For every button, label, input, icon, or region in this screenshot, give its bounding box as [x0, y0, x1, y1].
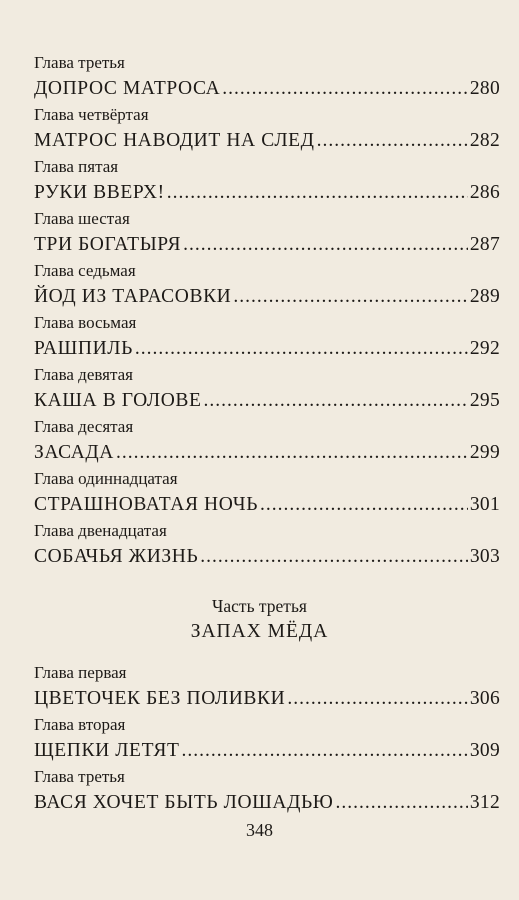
- dot-leader: [233, 283, 467, 310]
- page-number: 287: [469, 234, 500, 255]
- dot-leader: [222, 75, 468, 102]
- page-number: 301: [469, 494, 500, 515]
- page-number: 299: [469, 442, 500, 463]
- chapter-number: Глава шестая: [34, 209, 130, 228]
- page-number: 286: [469, 182, 500, 203]
- toc-entry: [34, 712, 500, 764]
- toc-entry: [34, 466, 500, 518]
- page-number: 282: [469, 130, 500, 151]
- chapter-title: РУКИ ВВЕРХ!: [34, 182, 165, 203]
- dot-leader: [335, 789, 467, 816]
- chapter-number: Глава вторая: [34, 715, 126, 734]
- table-of-contents: [34, 50, 500, 570]
- toc-entry: [34, 362, 500, 414]
- page-number: 306: [469, 688, 500, 709]
- toc-entry-row: [34, 737, 500, 764]
- dot-leader: [200, 543, 468, 570]
- toc-entry-row: [34, 685, 500, 712]
- chapter-title: ДОПРОС МАТРОСА: [34, 78, 221, 99]
- page-number: 280: [469, 78, 500, 99]
- page-number: 309: [469, 740, 500, 761]
- chapter-title: ЩЕПКИ ЛЕТЯТ: [34, 740, 180, 761]
- toc-entry-row: [34, 75, 500, 102]
- toc-entry-row: [34, 491, 500, 518]
- dot-leader: [260, 491, 468, 518]
- page-number: 303: [469, 546, 500, 567]
- chapter-title: КАША В ГОЛОВЕ: [34, 390, 202, 411]
- chapter-title: ЦВЕТОЧЕК БЕЗ ПОЛИВКИ: [34, 688, 286, 709]
- chapter-number: Глава седьмая: [34, 261, 136, 280]
- page-number: 295: [469, 390, 500, 411]
- chapter-number: Глава девятая: [34, 365, 133, 384]
- dot-leader: [287, 685, 468, 712]
- chapter-number: Глава четвёртая: [34, 105, 149, 124]
- dot-leader: [167, 179, 468, 206]
- chapter-title: СОБАЧЬЯ ЖИЗНЬ: [34, 546, 199, 567]
- toc-entry: [34, 764, 500, 816]
- chapter-title: СТРАШНОВАТАЯ НОЧЬ: [34, 494, 258, 515]
- dot-leader: [204, 387, 468, 414]
- page-number: 292: [469, 338, 500, 359]
- chapter-number: Глава одиннадцатая: [34, 469, 178, 488]
- chapter-number: Глава третья: [34, 53, 125, 72]
- toc-entry: [34, 414, 500, 466]
- toc-entry-row: [34, 127, 500, 154]
- toc-entry: [34, 660, 500, 712]
- chapter-title: РАШПИЛЬ: [34, 338, 133, 359]
- dot-leader: [183, 231, 468, 258]
- chapter-number: Глава пятая: [34, 157, 119, 176]
- toc-entry-row: [34, 543, 500, 570]
- dot-leader: [181, 737, 467, 764]
- dot-leader: [317, 127, 468, 154]
- toc-entry: [34, 154, 500, 206]
- chapter-title: МАТРОС НАВОДИТ НА СЛЕД: [34, 130, 315, 151]
- toc-entry: [34, 206, 500, 258]
- chapter-number: Глава десятая: [34, 417, 134, 436]
- page-number: 312: [469, 792, 500, 813]
- toc-entry-row: [34, 387, 500, 414]
- toc-entry: [34, 518, 500, 570]
- chapter-number: Глава двенадцатая: [34, 521, 167, 540]
- part-heading: [0, 594, 519, 646]
- table-of-contents: [34, 660, 500, 816]
- chapter-title: ТРИ БОГАТЫРЯ: [34, 234, 182, 255]
- dot-leader: [135, 335, 468, 362]
- toc-entry: [34, 50, 500, 102]
- toc-entry: [34, 258, 500, 310]
- part-number: Часть третья: [212, 596, 307, 616]
- chapter-number: Глава восьмая: [34, 313, 137, 332]
- chapter-title: ЗАСАДА: [34, 442, 114, 463]
- page-number: 289: [469, 286, 500, 307]
- chapter-number: Глава первая: [34, 663, 127, 682]
- toc-entry-row: [34, 335, 500, 362]
- toc-entry: [34, 310, 500, 362]
- part-title: ЗАПАХ МЁДА: [190, 621, 329, 642]
- page-folio: 348: [246, 820, 273, 840]
- toc-entry: [34, 102, 500, 154]
- chapter-number: Глава третья: [34, 767, 125, 786]
- toc-entry-row: [34, 283, 500, 310]
- toc-entry-row: [34, 179, 500, 206]
- chapter-title: ЙОД ИЗ ТАРАСОВКИ: [34, 286, 232, 307]
- toc-entry-row: [34, 439, 500, 466]
- toc-entry-row: [34, 231, 500, 258]
- toc-entry-row: [34, 789, 500, 816]
- chapter-title: ВАСЯ ХОЧЕТ БЫТЬ ЛОШАДЬЮ: [34, 792, 334, 813]
- dot-leader: [116, 439, 468, 466]
